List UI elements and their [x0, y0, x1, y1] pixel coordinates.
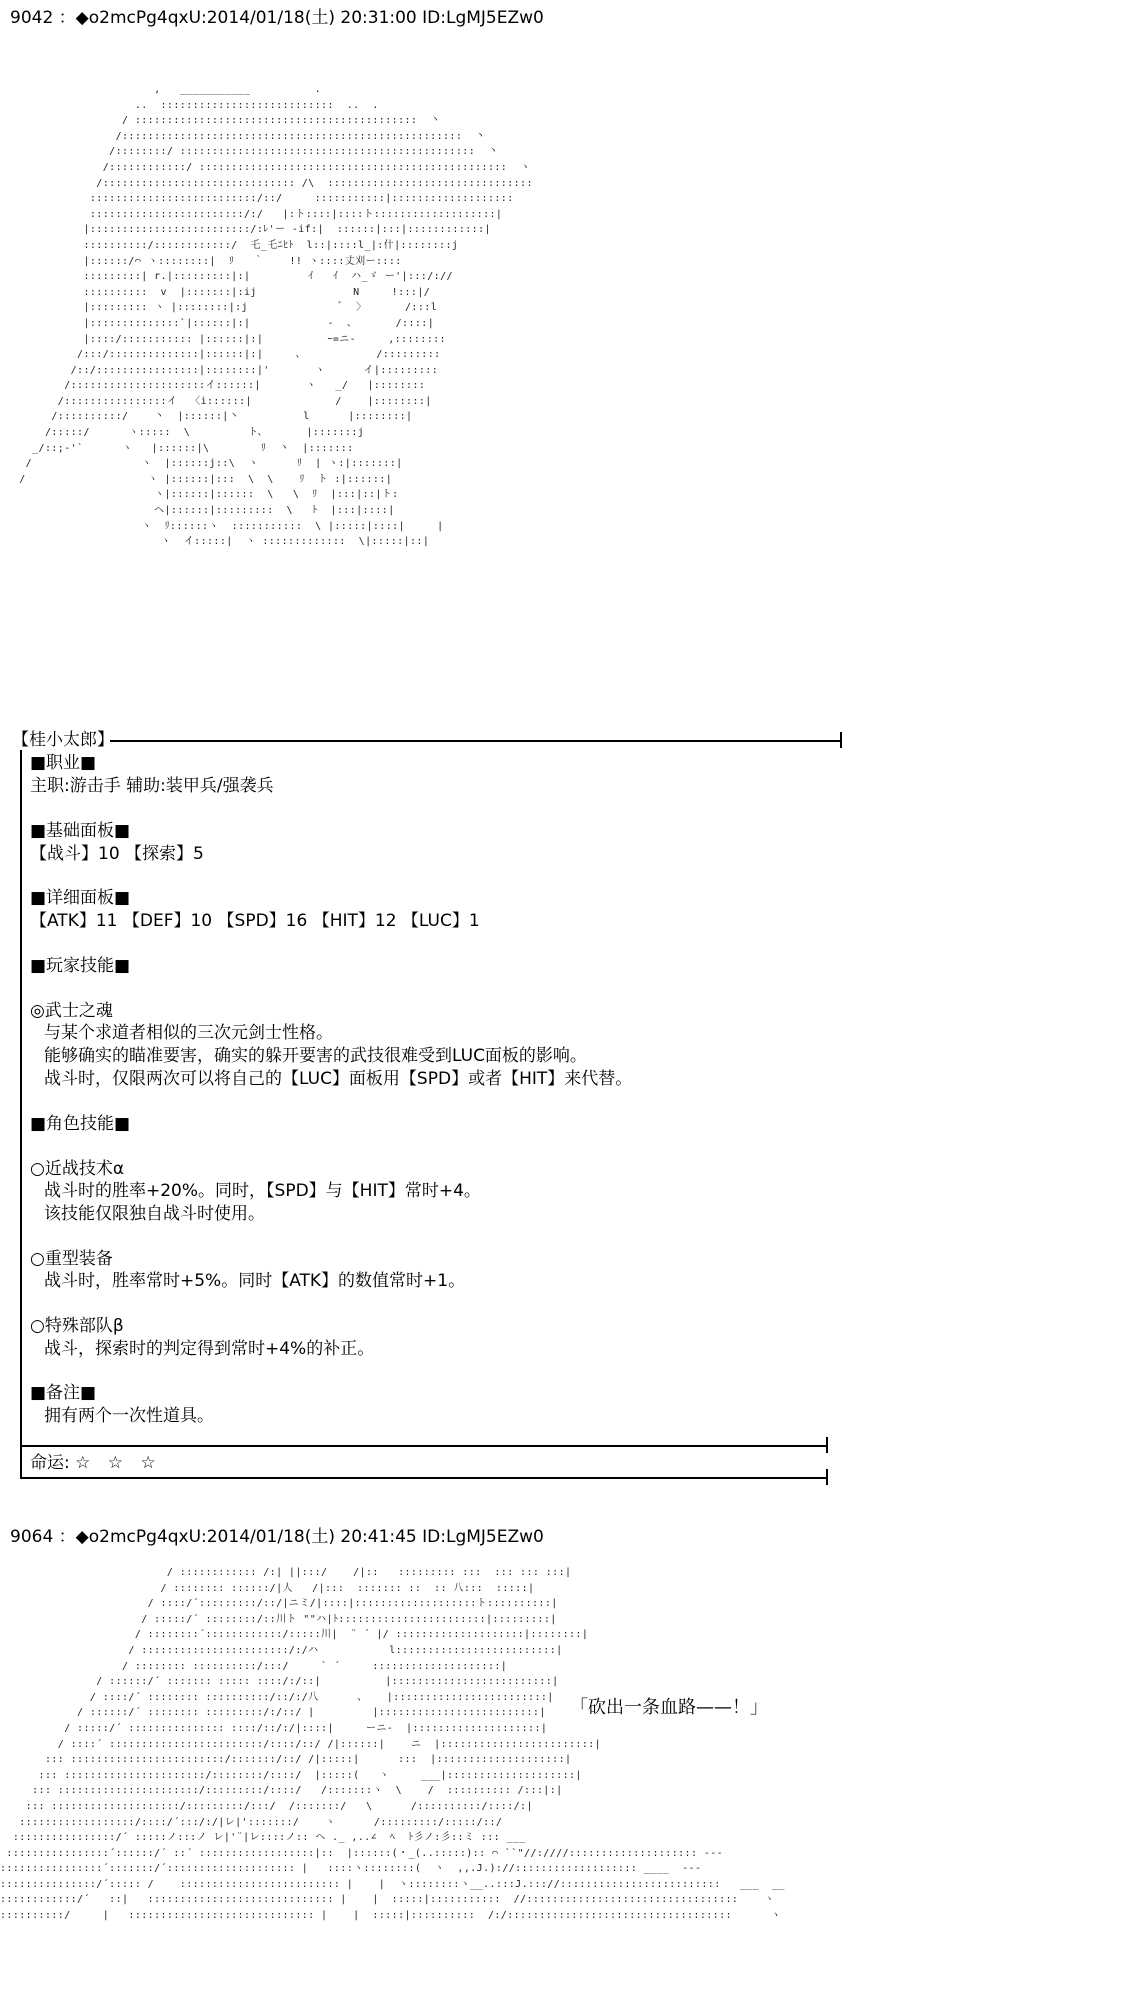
card-divider-end	[826, 1437, 828, 1453]
section-title-player-skills: ■玩家技能■	[30, 956, 131, 976]
skill-description-line: 战斗时，仅限两次可以将自己的【LUC】面板用【SPD】或者【HIT】来代替。	[44, 1069, 633, 1089]
skill-name: ◎武士之魂	[30, 1001, 113, 1021]
card-divider	[20, 1445, 828, 1447]
card-bottom-border	[20, 1477, 828, 1479]
card-top-border-end	[840, 732, 842, 748]
skill-description-line: 能够确实的瞄准要害，确实的躲开要害的武技很难受到LUC面板的影响。	[44, 1046, 587, 1066]
section-title-notes: ■备注■	[30, 1383, 97, 1403]
skill-name: ○特殊部队β	[30, 1316, 124, 1336]
section-title-base-stats: ■基础面板■	[30, 821, 131, 841]
fate-row	[30, 1452, 168, 1474]
post-header: 9042 ：◆o2mcPg4qxU:2014/01/18(土) 20:31:00 ID:LgMJ5EZw0	[10, 8, 544, 28]
card-bottom-border-end	[826, 1469, 828, 1485]
skill-description-line: 该技能仅限独自战斗时使用。	[44, 1204, 265, 1224]
base-stats-line: 【战斗】10 【探索】5	[30, 844, 204, 864]
skill-description-line: 与某个求道者相似的三次元剑士性格。	[44, 1023, 333, 1043]
skill-name: ○重型装备	[30, 1249, 113, 1269]
dialogue-text: 「砍出一条血路——！」	[570, 1697, 768, 1718]
skill-name: ○近战技术α	[30, 1159, 125, 1179]
detail-stats-line: 【ATK】11 【DEF】10 【SPD】16 【HIT】12 【LUC】1	[30, 911, 480, 931]
fate-stars	[75, 1453, 168, 1473]
card-left-border	[20, 750, 22, 1477]
star-icon: ☆	[107, 1453, 124, 1473]
section-title-job: ■职业■	[30, 753, 97, 773]
notes-line: 拥有两个一次性道具。	[44, 1406, 214, 1426]
section-title-character-skills: ■角色技能■	[30, 1114, 131, 1134]
star-icon: ☆	[75, 1453, 91, 1473]
job-line: 主职:游击手 辅助:装甲兵/强袭兵	[30, 776, 274, 796]
star-icon: ☆	[140, 1453, 156, 1473]
card-top-border	[110, 740, 842, 742]
post-header: 9064 ：◆o2mcPg4qxU:2014/01/18(土) 20:41:45 ID:LgMJ5EZw0	[10, 1527, 544, 1547]
fate-label: 命运:	[30, 1453, 70, 1473]
skill-description-line: 战斗时的胜率+20%。同时，【SPD】与【HIT】常时+4。	[44, 1181, 481, 1201]
section-title-detail-stats: ■详细面板■	[30, 888, 131, 908]
skill-description-line: 战斗时，胜率常时+5%。同时【ATK】的数值常时+1。	[44, 1271, 466, 1291]
card-name-label: 【桂小太郎】	[12, 730, 114, 750]
ascii-art-character: / :::::::::::: /:| ||:::/ /|:: ::::::::: ::: ::: ::: :::| / :::::::: ::::::/|人 /|::: ::::::: :: :: 八::: :::::| / ::::/´:::::::::/::/|ニミ/|::::|:::::::::::::::::::ト::::::::::| / :::::/´ ::::::::/::川ト ""ハ|ﾄ:::::::::::::::::::::::|:::::::::| / ::::::::´::::::::::::/:::::川| ¨ ´ |/ ::::::::::::::::::::|::::::::| / :::::::::::::::::::::::/:/ハ l:::::::::::::::::::::::::| / :::::::: ::::::::::/:::/ ` ´ ::::::::::::::::::::| / ::::::/´ ::::::: ::::: ::::/:/::| |:::::::::::::::::::::::::| / ::::/´ :::::::: ::::::::::/::/:/八 、 |::::::::::::::::::::::::| / ::::::/´ :::::::: :::::::::/:/::/ | |:::::::::::::::::::::::::| / :::::/´ ::::::::::::::: ::::/::/:/|::::| ーニ- |::::::::::::::::::::| / ::::´ ::::::::::::::::::::::::/::::/::/ /|::::::| ニ |::::::::::::::::::::::::| ::: ::::::::::::::::::::::::/:::::::/::/ /|:::::| ::: |::::::::::::::::::::| ::: ::::::::::::::::::::::/::::::::/::::/ |:::::( ヽ ___|::::::::::::::::::::| ::: ::::::::::::::::::::::/:::::::::/::::/ /:::::::ヽ \ / :::::::::: /:::|:| ::: ::::::::::::::::::::/:::::::::/:::/ /:::::::/ \ /::::::::::/::::/:| ::::::::::::::::::/::::/´:::/:/|レ|':::::::/ ヽ /:::::::::/:::::/::/ ::::::::::::::::/´ :::::ノ:::ノ レ|'¨|レ::::ノ:: ヘ ._ ,..∠ ﾍ ﾄ彡ノ:彡::ミ ::: ___ ::::::::::::::::´::::::/´ ::´ ::::::::::::::::::|:: |::::::(・_(..:::::):: ⌒ ``"//:////:::::::::::::::::::: --- ::::::::::::::::´:::::::/´:::::::::::::::::::: | ::::ヽ::::::::( ヽ ,,.J.)://::::::::::::::::::: ____ --- :::::::::::::::/´::::: / ::::::::::::::::::::::::: | | ヽ::::::::ヽ__..:::J.::://::::::::::::::::::::::::: ___ __ ::::::::::::/´ ::| ::::::::::::::::::::::::::::: | | :::::|::::::::::: //::::::::::::::::::::::::::::::::: ヽ ::::::::::/ | ::::::::::::::::::::::::::::: | | :::::|:::::::::: /:/::::::::::::::::::::::::::::::::::: ヽ	[0, 1567, 785, 1922]
ascii-art-portrait: , ___________ . .. ::::::::::::::::::::::::::: .. . / :::::::::::::::::::::::::::::::::::::::::::: 丶 /::::::::::::::::::::::::::::::::::::::::::::::::::::: 丶 /::::::::/ :::::::::::::::::::::::::::::::::::::::::::::: 丶 /::::::::::::/ :::::::::::::::::::::::::::::::::::::::::::::::: ヽ /:::::::::::::::::::::::::::::: /\ :::::::::::::::::::::::::::::::: ::::::::::::::::::::::::::/::/ :::::::::::|::::::::::::::::::: ::::::::::::::::::::::::/:/ |:ト::::|::::ト:::::::::::::::::::| |:::::::::::::::::::::::::/:ﾚ'ー -if:| ::::::|:::|::::::::::::| ::::::::::/::::::::::::/ 乇_乇ﾆﾋﾄ l::|::::l_|:什|::::::::j |::::::/⌒ ヽ::::::::| ﾘ ｀ !! ヽ::::丈刈ー:::: :::::::::| r.|:::::::::|:| ｲ ｲ ハ_ゞ ー'|:::/:// :::::::::: v |:::::::|:ij N !:::|/ |::::::::: ヽ |::::::::|:j ﾞ 〉 /:::l |::::::::::::::`|::::::|:| - 、 /::::| |::::/::::::::::: |::::::|:| ｰ=ニ- ,:::::::: /:::/::::::::::::::|::::::|:| 、 /::::::::: /::/::::::::::::::::|::::::::|' ヽ イ|::::::::: /:::::::::::::::::::::イ::::::| ヽ _/ |:::::::: /::::::::::::::::イ 〈i::::::| / |::::::::| /::::::::::/ 丶 |::::::|丶 l |::::::::| /:::::/ ヽ::::: \ ト、 |:::::::j _/::;-'` ヽ |::::::|\ ﾘ 丶 |::::::: / ヽ |::::::j::\ ヽ ﾘ | ヽ:|:::::::| / ヽ |::::::|::: \ \ ﾘ ト :|::::::| ヽ|::::::|:::::: \ \ ﾘ |:::|::|ト: ヘ|::::::|::::::::: \ ﾄ |:::|::::| ヽ ﾘ::::::ヽ ::::::::::: \ |:::::|::::| | ヽ イ:::::| ヽ ::::::::::::: \|:::::|::|	[19, 84, 533, 548]
skill-description-line: 战斗，探索时的判定得到常时+4%的补正。	[44, 1339, 375, 1359]
character-card	[12, 730, 842, 1490]
